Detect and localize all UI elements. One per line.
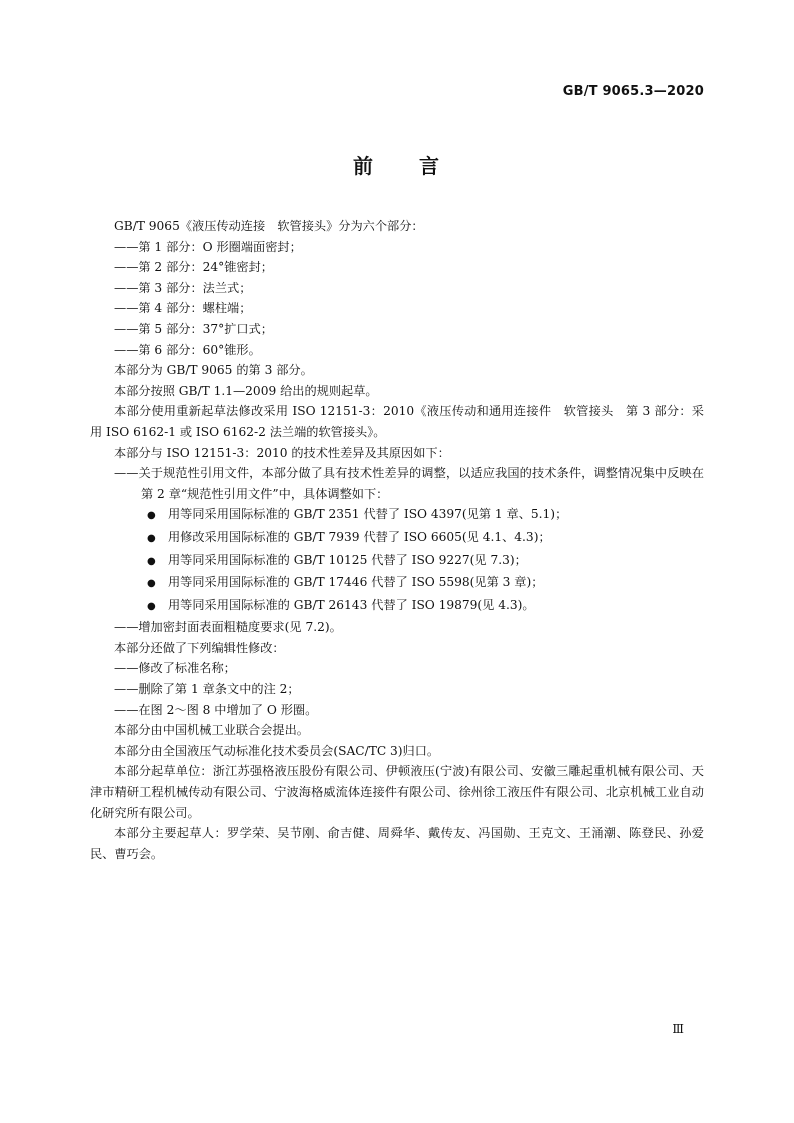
proposed-by-paragraph: 本部分由中国机械工业联合会提出。 (114, 723, 309, 738)
part-list-item: ——第 4 部分：螺柱端； (114, 301, 252, 316)
editorial-item: ——在图 2～图 8 中增加了 O 形圈。 (114, 702, 318, 717)
intro-paragraph: GB/T 9065《液压传动连接 软管接头》分为六个部分： (114, 219, 424, 233)
part-list-item: ——第 5 部分：37°扩口式； (114, 321, 273, 336)
technical-differences-paragraph: 本部分与 ISO 12151-3：2010 的技术性差异及其原因如下： (114, 445, 450, 460)
difference-item-roughness: ——增加密封面表面粗糙度要求(见 7.2)。 (114, 620, 342, 635)
reference-bullet: ● 用等同采用国际标准的 GB/T 17446 代替了 ISO 5598(见第 3 章)； (147, 572, 704, 595)
bullet-dot-icon: ● (147, 555, 156, 567)
reference-bullet: ● 用等同采用国际标准的 GB/T 26143 代替了 ISO 19879(见 4.3)。 (147, 595, 704, 618)
bullet-dot-icon: ● (147, 510, 156, 522)
reference-bullet: ● 用等同采用国际标准的 GB/T 2351 代替了 ISO 4397(见第 1 章、5.1)； (147, 504, 704, 527)
part-list-item: ——第 6 部分：60°锥形。 (114, 342, 261, 357)
title-char-1: 前 (353, 154, 375, 178)
managed-by-paragraph: 本部分由全国液压气动标准化技术委员会(SAC/TC 3)归口。 (114, 743, 440, 758)
foreword-body (90, 216, 704, 864)
reference-bullet: ● 用修改采用国际标准的 GB/T 7939 代替了 ISO 6605(见 4.1、4.3)； (147, 527, 704, 550)
editorial-item: ——删除了第 1 章条文中的注 2； (114, 682, 300, 697)
reference-bullet: ● 用等同采用国际标准的 GB/T 10125 代替了 ISO 9227(见 7.3)； (147, 550, 704, 573)
bullet-dot-icon: ● (147, 532, 156, 544)
bullet-dot-icon: ● (147, 578, 156, 590)
rules-paragraph: 本部分按照 GB/T 1.1—2009 给出的规则起草。 (114, 383, 378, 398)
bullet-dot-icon: ● (147, 600, 156, 612)
editorial-item: ——修改了标准名称； (114, 661, 236, 676)
title-char-2: 言 (419, 154, 441, 178)
page-title (0, 150, 794, 179)
page-number: Ⅲ (672, 1022, 684, 1036)
drafting-units-paragraph: 本部分起草单位：浙江苏强格液压股份有限公司、伊顿液压(宁波)有限公司、安徽三雕起重机械有限公司、天津市精研工程机械传动有限公司、宁波海格威流体连接件有限公司、徐州徐工液压件有限公司、北京机械工业自动化研究所有限公司。 (90, 764, 704, 820)
this-part-paragraph: 本部分为 GB/T 9065 的第 3 部分。 (114, 363, 313, 378)
standard-number: GB/T 9065.3—2020 (562, 84, 704, 99)
difference-item-references: ——关于规范性引用文件，本部分做了具有技术性差异的调整，以适应我国的技术条件，调整情况集中反映在第 2 章“规范性引用文件”中，具体调整如下： (114, 466, 704, 501)
part-list-item: ——第 3 部分：法兰式； (114, 280, 252, 295)
iso-adoption-paragraph: 本部分使用重新起草法修改采用 ISO 12151-3：2010《液压传动和通用连接件 软管接头 第 3 部分：采用 ISO 6162-1 或 ISO 6162-2 法兰端的软管接头》。 (90, 404, 704, 439)
part-list-item: ——第 2 部分：24°锥密封； (114, 260, 273, 275)
editorial-changes-paragraph: 本部分还做了下列编辑性修改： (114, 640, 285, 655)
part-list-item: ——第 1 部分：O 形圈端面密封； (114, 239, 302, 254)
drafters-paragraph: 本部分主要起草人：罗学荣、吴节刚、俞吉健、周舜华、戴传友、冯国勋、王克文、王涌潮、陈登民、孙爱民、曹巧会。 (90, 826, 704, 861)
